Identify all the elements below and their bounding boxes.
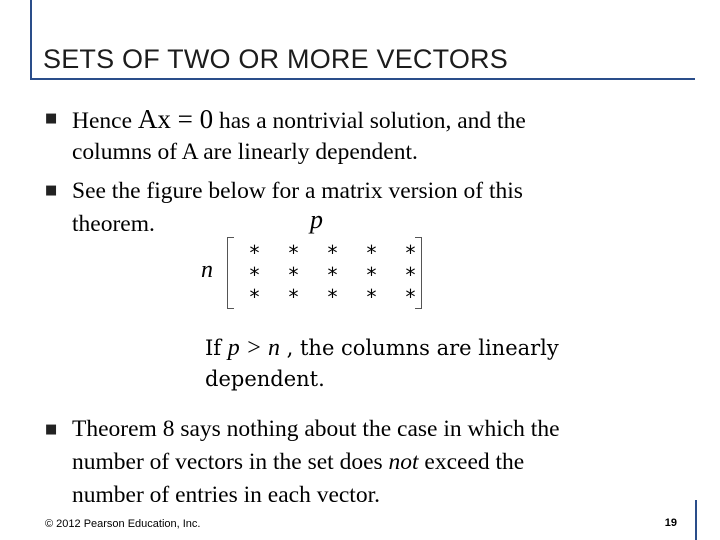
equation-ax-zero: Ax = 0	[137, 104, 214, 134]
column-count-label: p	[310, 205, 323, 234]
bullet-1-line-1	[72, 104, 526, 136]
caption-text-a: If	[205, 336, 228, 360]
bullet-3-line-1: Theorem 8 says nothing about the case in which the	[72, 416, 560, 442]
matrix-entry: *	[249, 285, 260, 309]
matrix-entry: *	[405, 285, 416, 309]
caption-math: p > n	[227, 335, 280, 361]
matrix-entry: *	[327, 263, 338, 287]
bullet-2-line-1: See the figure below for a matrix version of this	[72, 178, 523, 204]
bullet-3-line-3: number of entries in each vector.	[72, 482, 380, 508]
bullet-1-text-b: has a nontrivial solution, and the	[213, 108, 526, 134]
bullet-2-line-2: theorem.	[72, 211, 155, 237]
figure-caption	[205, 333, 565, 395]
bullet-1-line-2: columns of A are linearly dependent.	[72, 139, 418, 165]
matrix-entry: *	[366, 263, 377, 287]
matrix-entry: *	[288, 241, 299, 265]
caption-text-b: , the columns are linearly	[279, 336, 559, 360]
footer-side-rule	[695, 500, 697, 540]
matrix-entry: *	[366, 241, 377, 265]
matrix-entry: *	[405, 241, 416, 265]
bullet-3-text-b: exceed the	[418, 449, 525, 475]
matrix-entry: *	[249, 263, 260, 287]
matrix-entries	[235, 241, 430, 307]
bullet-marker-2: ■	[45, 183, 58, 198]
matrix-entry: *	[405, 263, 416, 287]
title-underline	[30, 78, 695, 80]
matrix-figure	[195, 205, 565, 395]
matrix-entry: *	[366, 285, 377, 309]
bullet-marker-3: ■	[45, 422, 58, 437]
matrix-entry: *	[327, 285, 338, 309]
matrix-entry: *	[249, 241, 260, 265]
matrix-left-bracket	[227, 237, 234, 309]
bullet-3-emphasis: not	[388, 449, 419, 475]
matrix-entry: *	[288, 263, 299, 287]
bullet-marker-1: ■	[45, 111, 58, 126]
matrix-entry: *	[327, 241, 338, 265]
slide-title: SETS OF TWO OR MORE VECTORS	[43, 44, 508, 74]
row-count-label: n	[201, 257, 213, 283]
copyright-footer: © 2012 Pearson Education, Inc.	[45, 518, 201, 530]
matrix-entry: *	[288, 285, 299, 309]
bullet-3-line-2	[72, 447, 524, 477]
matrix-right-bracket	[415, 237, 422, 309]
page-number: 19	[664, 517, 677, 529]
bullet-1-text-a: Hence	[72, 108, 138, 134]
caption-line-2: dependent.	[205, 367, 325, 391]
bullet-3-text-a: number of vectors in the set does	[72, 449, 389, 475]
title-side-rule	[30, 0, 32, 80]
